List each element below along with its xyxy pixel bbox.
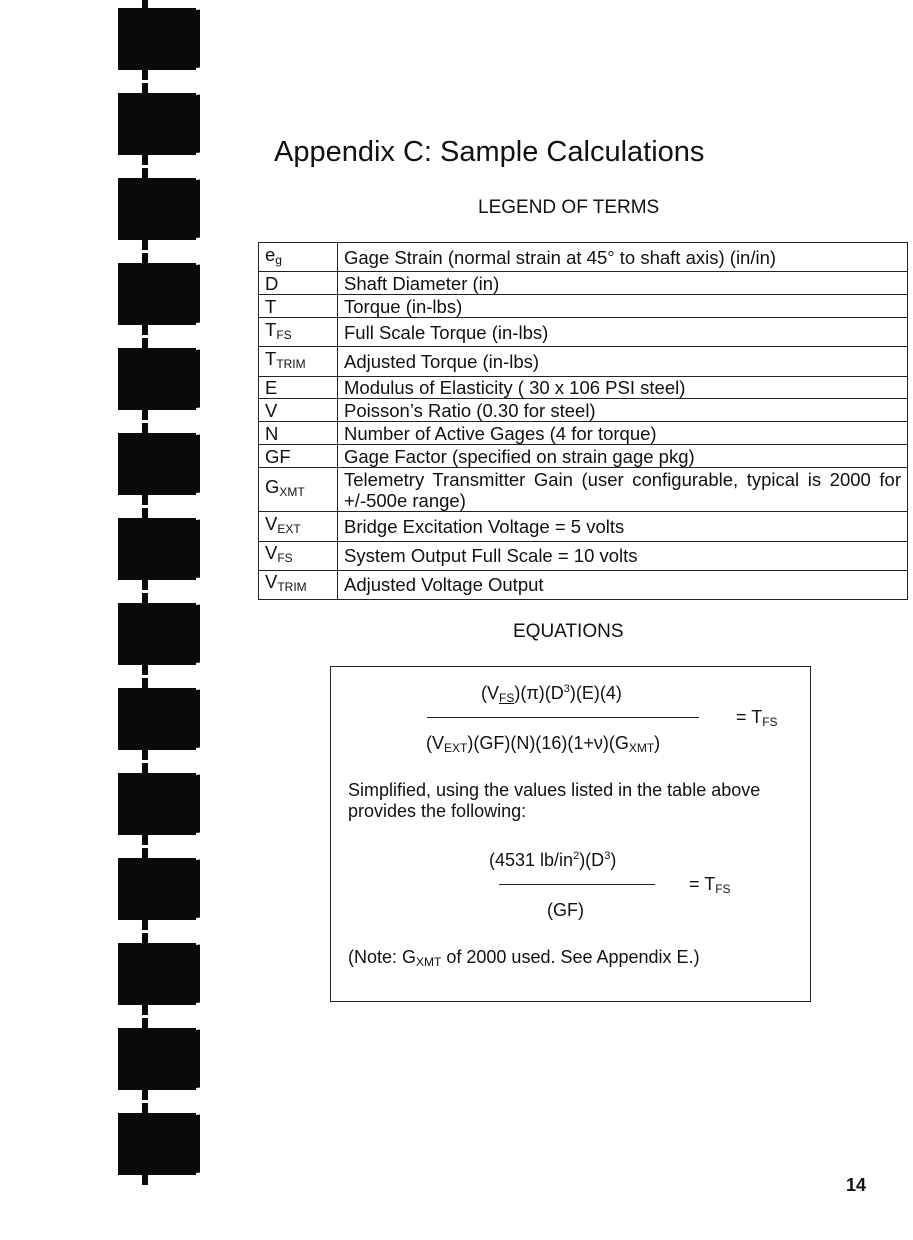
equation1-result: = $T_{FS}$ bbox=[736, 707, 778, 729]
legend-symbol: $e_g$ bbox=[259, 243, 338, 272]
legend-row bbox=[259, 512, 908, 541]
binding-ring bbox=[118, 773, 196, 835]
binding-ring bbox=[118, 8, 196, 70]
legend-symbol: $V_{FS}$ bbox=[259, 541, 338, 570]
legend-symbol: $T_{FS}$ bbox=[259, 318, 338, 347]
legend-description: Telemetry Transmitter Gain (user configurable, typical is 2000 for +/-500e range) bbox=[338, 468, 908, 512]
legend-description: Shaft Diameter (in) bbox=[338, 272, 908, 295]
equation1-numerator: $(V_{FS})(\pi)(D^3)(E)(4)$ bbox=[481, 683, 622, 705]
equation2-result: = $T_{FS}$ bbox=[689, 874, 731, 896]
binding-ring bbox=[118, 178, 196, 240]
legend-row bbox=[259, 468, 908, 512]
legend-symbol: GF bbox=[259, 445, 338, 468]
legend-row bbox=[259, 295, 908, 318]
legend-description: Full Scale Torque (in-lbs) bbox=[338, 318, 908, 347]
legend-row bbox=[259, 399, 908, 422]
page-number: 14 bbox=[846, 1175, 867, 1195]
legend-symbol: N bbox=[259, 422, 338, 445]
equation2-numerator: (4531 $lb/in^2)(D^3)$ bbox=[489, 850, 617, 870]
legend-row bbox=[259, 541, 908, 570]
binding-ring bbox=[118, 348, 196, 410]
legend-description: Gage Strain (normal strain at 45° to shaft axis) (in/in) bbox=[338, 243, 908, 272]
equations-box bbox=[330, 666, 811, 1002]
legend-row bbox=[259, 422, 908, 445]
binding-ring bbox=[118, 1028, 196, 1090]
legend-description: Modulus of Elasticity ( 30 x 106 PSI steel) bbox=[338, 376, 908, 399]
binding-ring bbox=[118, 858, 196, 920]
page-title: Appendix C: Sample Calculations bbox=[274, 136, 705, 168]
legend-description: Adjusted Voltage Output bbox=[338, 570, 908, 599]
legend-description: Gage Factor (specified on strain gage pkg) bbox=[338, 445, 908, 468]
simplified-text: Simplified, using the values listed in the table above provides the following: bbox=[348, 780, 761, 821]
binding-ring bbox=[118, 688, 196, 750]
legend-row bbox=[259, 445, 908, 468]
binding-ring bbox=[118, 943, 196, 1005]
legend-symbol: T bbox=[259, 295, 338, 318]
equation2-fraction-bar bbox=[499, 884, 655, 885]
legend-symbol: E bbox=[259, 376, 338, 399]
binding-ring bbox=[118, 93, 196, 155]
legend-symbol: D bbox=[259, 272, 338, 295]
equation1-denominator: $(V_{EXT})(GF)(N)(16)(1+\nu)(G_{XMT})$ bbox=[426, 733, 661, 755]
legend-row bbox=[259, 570, 908, 599]
legend-description: System Output Full Scale = 10 volts bbox=[338, 541, 908, 570]
legend-row bbox=[259, 318, 908, 347]
legend-description: Torque (in-lbs) bbox=[338, 295, 908, 318]
legend-symbol: $G_{XMT}$ bbox=[259, 468, 338, 512]
legend-row bbox=[259, 243, 908, 272]
legend-symbol: $V_{TRIM}$ bbox=[259, 570, 338, 599]
binding-ring bbox=[118, 433, 196, 495]
legend-symbol: V bbox=[259, 399, 338, 422]
binding-ring bbox=[118, 263, 196, 325]
legend-symbol: $T_{TRIM}$ bbox=[259, 347, 338, 376]
legend-description: Number of Active Gages (4 for torque) bbox=[338, 422, 908, 445]
equation2-denominator: (GF) bbox=[547, 900, 584, 920]
legend-row bbox=[259, 376, 908, 399]
legend-description: Bridge Excitation Voltage = 5 volts bbox=[338, 512, 908, 541]
binding-ring bbox=[118, 518, 196, 580]
equations-heading: EQUATIONS bbox=[513, 621, 624, 642]
legend-row bbox=[259, 272, 908, 295]
legend-row bbox=[259, 347, 908, 376]
equation1-fraction-bar bbox=[427, 717, 699, 718]
binding-ring bbox=[118, 1113, 196, 1175]
legend-description: Poisson’s Ratio (0.30 for steel) bbox=[338, 399, 908, 422]
legend-table bbox=[258, 242, 908, 600]
binding-ring bbox=[118, 603, 196, 665]
legend-description: Adjusted Torque (in-lbs) bbox=[338, 347, 908, 376]
legend-heading: LEGEND OF TERMS bbox=[478, 197, 660, 218]
legend-symbol: $V_{EXT}$ bbox=[259, 512, 338, 541]
spiral-binding bbox=[0, 0, 200, 1240]
note-text: (Note: $G_{XMT}$ of 2000 used. See Appendix E.) bbox=[348, 947, 700, 969]
